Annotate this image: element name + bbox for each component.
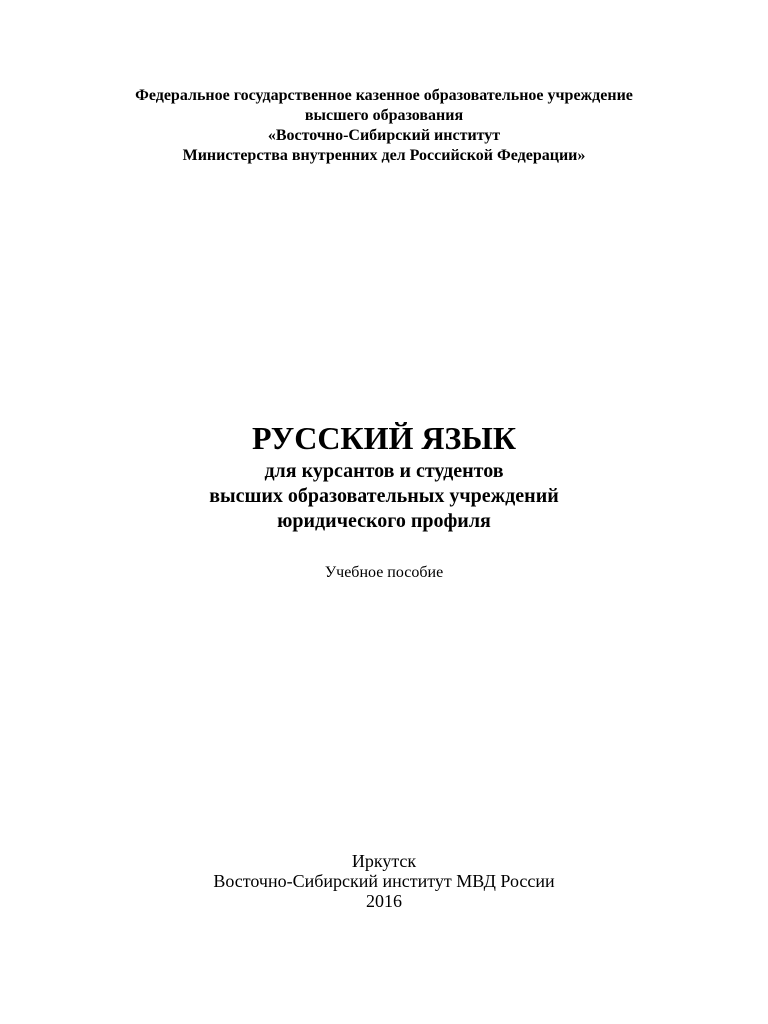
- book-subtitle-line-3: юридического профиля: [277, 510, 491, 532]
- institution-line-4: Министерства внутренних дел Российской Федерации»: [182, 147, 586, 164]
- book-subtitle-line-1: для курсантов и студентов: [264, 460, 504, 482]
- institution-line-1: Федеральное государственное казенное образовательное учреждение: [135, 87, 633, 104]
- institution-line-2: высшего образования: [304, 107, 464, 124]
- imprint-publisher: Восточно-Сибирский институт МВД России: [213, 871, 555, 891]
- book-subtitle-line-2: высших образовательных учреждений: [209, 485, 559, 507]
- publication-kind: Учебное пособие: [324, 564, 444, 581]
- imprint-year: 2016: [366, 891, 402, 911]
- imprint-city: Иркутск: [351, 851, 417, 871]
- institution-line-3: «Восточно-Сибирский институт: [267, 127, 501, 144]
- book-title: РУССКИЙ ЯЗЫК: [251, 420, 517, 456]
